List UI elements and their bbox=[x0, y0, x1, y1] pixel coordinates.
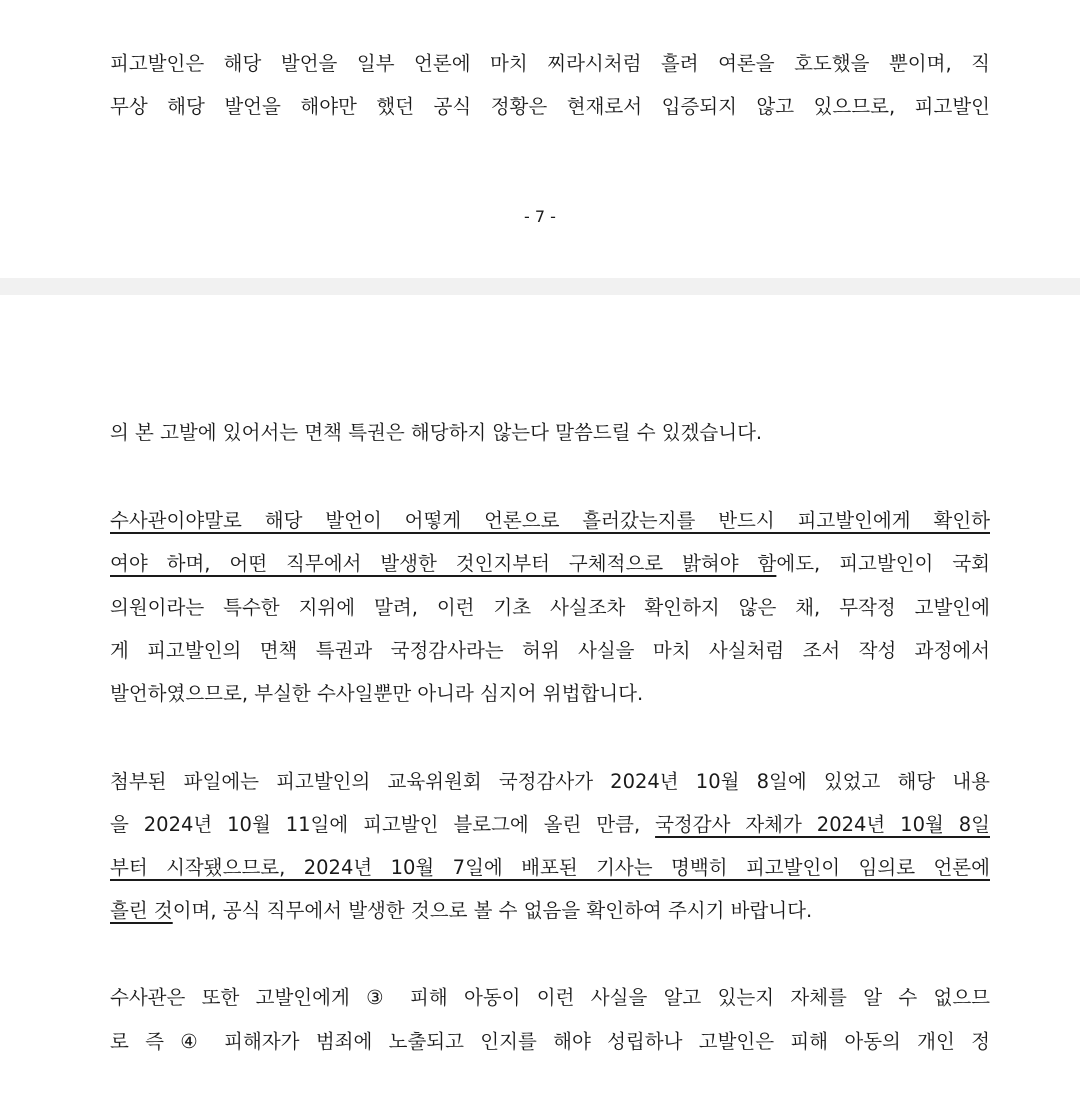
text-line bbox=[110, 898, 990, 924]
text: 을 2024년 10월 11일에 피고발인 블로그에 올린 만큼, bbox=[110, 813, 656, 836]
text-line bbox=[110, 508, 990, 534]
document-page-8 bbox=[0, 295, 1080, 1095]
page-number: - 7 - bbox=[524, 207, 556, 226]
text-line: 무상 해당 발언을 해야만 했던 공식 정황은 현재로서 입증되지 않고 있으므로, 피고발인 bbox=[110, 95, 990, 118]
underlined-text: 흘린 것 bbox=[110, 899, 173, 922]
text-line: 첨부된 파일에는 피고발인의 교육위원회 국정감사가 2024년 10월 8일에 있었고 해당 내용 bbox=[110, 770, 990, 793]
text-line: 발언하였으므로, 부실한 수사일뿐만 아니라 심지어 위법합니다. bbox=[110, 682, 644, 705]
text-line: 의원이라는 특수한 지위에 말려, 이런 기초 사실조차 확인하지 않은 채, 무작정 고발인에 bbox=[110, 596, 990, 619]
text-line bbox=[110, 551, 990, 577]
document-page-7 bbox=[0, 0, 1080, 278]
underlined-text: 부터 시작됐으므로, 2024년 10월 7일에 배포된 기사는 명백히 피고발인이 임의로 언론에 bbox=[110, 856, 990, 879]
text-line: 의 본 고발에 있어서는 면책 특권은 해당하지 않는다 말씀드릴 수 있겠습니다. bbox=[110, 421, 763, 444]
text-line: 게 피고발인의 면책 특권과 국정감사라는 허위 사실을 마치 사실처럼 조서 작성 과정에서 bbox=[110, 639, 990, 662]
text-line: 피고발인은 해당 발언을 일부 언론에 마치 찌라시처럼 흘려 여론을 호도했을 뿐이며, 직 bbox=[110, 52, 990, 75]
text: 에도, 피고발인이 국회 bbox=[776, 552, 990, 575]
text-line: 로 즉 ④ 피해자가 범죄에 노출되고 인지를 해야 성립하나 고발인은 피해 아동의 개인 정 bbox=[110, 1030, 990, 1053]
underlined-text: 여야 하며, 어떤 직무에서 발생한 것인지부터 구체적으로 밝혀야 함 bbox=[110, 552, 777, 575]
text-line: 수사관은 또한 고발인에게 ③ 피해 아동이 이런 사실을 알고 있는지 자체를 알 수 없으므 bbox=[110, 986, 990, 1009]
underlined-text: 수사관이야말로 해당 발언이 어떻게 언론으로 흘러갔는지를 반드시 피고발인에게 확인하 bbox=[110, 509, 990, 532]
text-line bbox=[110, 812, 990, 838]
text: 이며, 공식 직무에서 발생한 것으로 볼 수 없음을 확인하여 주시기 바랍니다. bbox=[172, 899, 813, 922]
underlined-text: 국정감사 자체가 2024년 10월 8일 bbox=[655, 813, 990, 836]
text-line bbox=[110, 855, 990, 881]
